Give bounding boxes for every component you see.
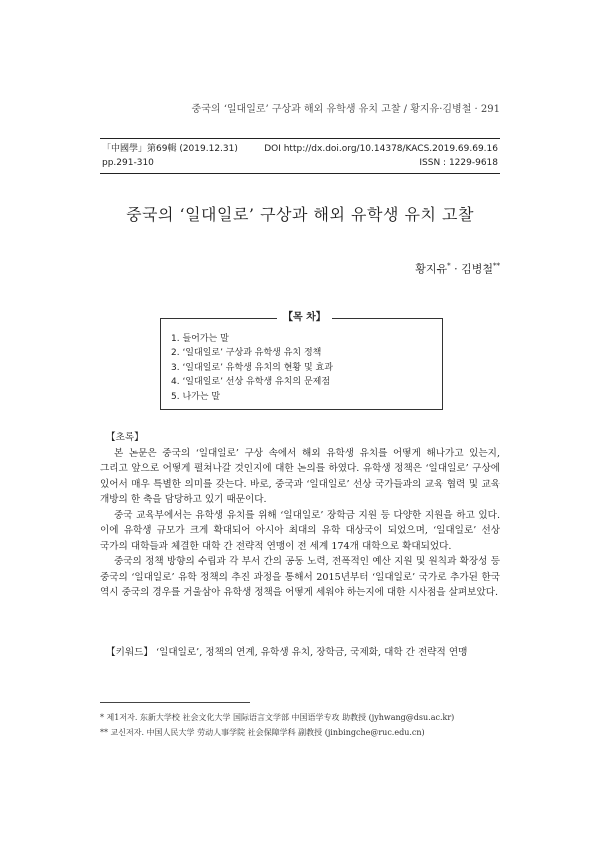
footnote: ** 교신저자. 中国人民大学 劳动人事学院 社会保障学科 副教授 (jinbingche@ruc.edu.cn): [100, 728, 425, 737]
table-of-contents: [160, 312, 443, 410]
toc-list: [171, 332, 333, 404]
journal-name: 「中國學」第69輯 (2019.12.31): [102, 144, 238, 154]
keywords: 【키워드】 ‘일대일로’, 정책의 연계, 유학생 유치, 장학금, 국제화, 대학 간 전략적 연맹: [106, 647, 468, 658]
journal-issn: ISSN : 1229-9618: [419, 158, 498, 168]
journal-pages: pp.291-310: [102, 158, 154, 168]
author-separator: ·: [450, 262, 462, 276]
toc-item: 4. ‘일대일로’ 선상 유학생 유치의 문제점: [171, 377, 331, 388]
authors: [415, 258, 500, 278]
journal-info: [100, 138, 500, 174]
toc-item: 2. ‘일대일로’ 구상과 유학생 유치 정책: [171, 348, 322, 359]
abstract-paragraph: 중국 교육부에서는 유학생 유치를 위해 ‘일대일로’ 장학금 지원 등 다양한 지원을 하고 있다. 이에 유학생 규모가 크게 확대되어 아시아 최대의 유학 대상국이 되었으며, ‘일대일로’ 선상 국가의 대학들과 체결한 대학 간 전략적 연맹이 전 세계 174개 대학으로 확대되었다.: [100, 509, 500, 552]
author-2: 김병철: [461, 262, 493, 276]
footnote-divider: [100, 702, 250, 703]
footnote: * 제1저자. 东新大学校 社会文化大学 国际语言文学部 中国语学专攻 助教授 (jyhwang@dsu.ac.kr): [100, 713, 455, 722]
abstract-paragraph: 중국의 정책 방향의 수립과 각 부서 간의 공동 노력, 전폭적인 예산 지원 및 원칙과 확장성 등 중국의 ‘일대일로’ 유학 정책의 추진 과정을 통해서 2015년부터 ‘일대일로’ 국가로 추가된 한국 역시 중국의 경우를 거울삼아 유학생 정책을 어떻게 세워야 하는지에 대한 시사점을 살펴보았다.: [100, 556, 500, 598]
abstract-paragraph: 본 논문은 중국의 ‘일대일로’ 구상 속에서 해외 유학생 유치를 어떻게 해나가고 있는지, 그리고 앞으로 어떻게 펼쳐나갈 것인지에 대한 논의를 하였다. 유학생 정책은 ‘일대일로’ 구상에 있어서 매우 특별한 의미를 갖는다. 바로, 중국과 ‘일대일로’ 선상 국가들과의 교육 협력 및 교육 개방의 한 축을 담당하고 있기 때문이다.: [100, 447, 500, 505]
abstract-label: 【초록】: [106, 432, 144, 443]
toc-heading: 【목 차】: [277, 310, 332, 326]
abstract: [100, 430, 500, 601]
author-2-mark: **: [493, 262, 500, 270]
paper-title: 중국의 ‘일대일로’ 구상과 해외 유학생 유치 고찰: [126, 205, 474, 224]
toc-item: 5. 나가는 말: [171, 391, 221, 402]
toc-item: 1. 들어가는 말: [171, 334, 229, 344]
footnotes: [100, 710, 500, 740]
journal-doi[interactable]: DOI http://dx.doi.org/10.14378/KACS.2019.69.69.16: [264, 144, 498, 154]
author-1-mark: *: [447, 262, 451, 270]
toc-item: 3. ‘일대일로’ 유학생 유치의 현황 및 효과: [171, 362, 333, 373]
running-head: 중국의 ‘일대일로’ 구상과 해외 유학생 유치 고찰 / 황지유·김병철 · 291: [191, 104, 500, 115]
author-1: 황지유: [415, 262, 448, 276]
